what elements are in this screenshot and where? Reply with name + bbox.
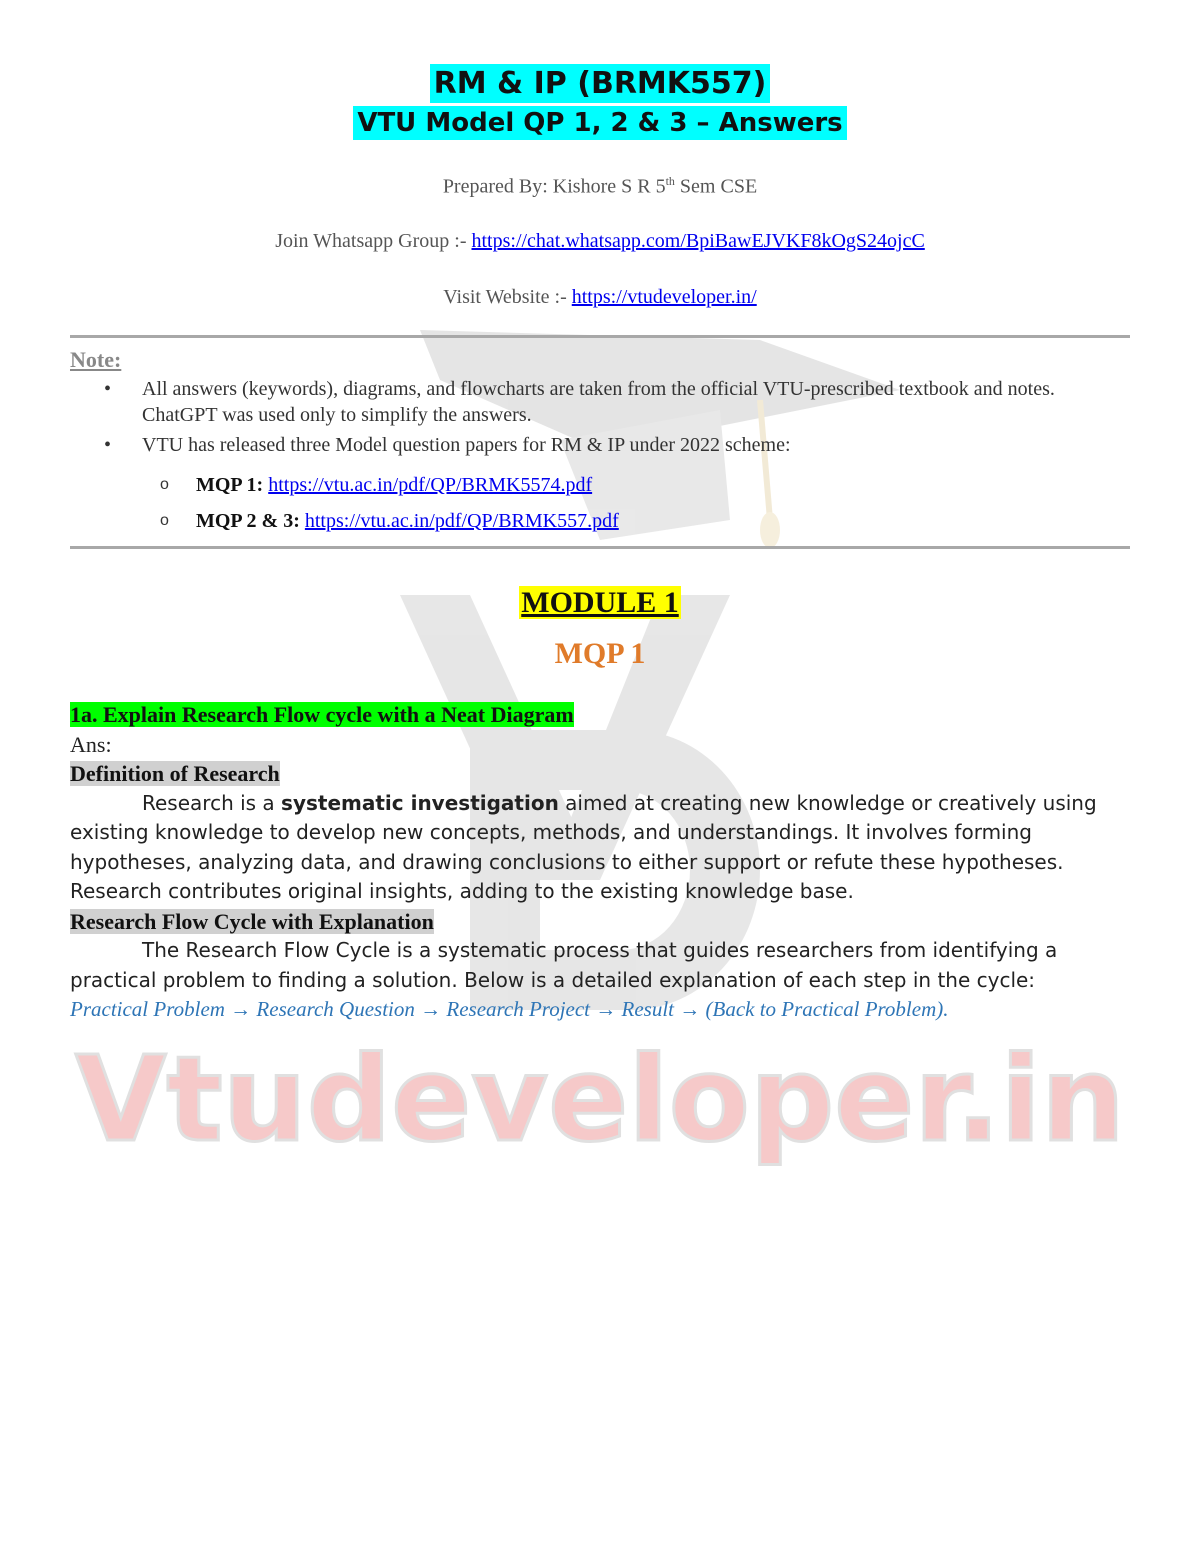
list-item: o MQP 2 & 3: https://vtu.ac.in/pdf/QP/BRMK557.pdf	[160, 510, 619, 532]
note-label: Note:	[70, 347, 122, 372]
answer-body	[70, 700, 1130, 1025]
circle-bullet-icon: o	[160, 512, 169, 529]
paragraph: Research is a systematic investigation aimed at creating new knowledge or creatively using existing knowledge to develop new concepts, methods, and understandings. It involves forming hypotheses, analyzing data, and drawing conclusions to either support or refute these hypotheses. Research contributes original insights, adding to the existing knowledge base.	[70, 790, 1097, 903]
website-link[interactable]: https://vtudeveloper.in/	[571, 286, 757, 308]
divider-bottom	[70, 546, 1130, 549]
list-item: o MQP 1: https://vtu.ac.in/pdf/QP/BRMK5574.pdf	[160, 474, 593, 496]
mqp23-link[interactable]: https://vtu.ac.in/pdf/QP/BRMK557.pdf	[304, 510, 619, 532]
section-heading: Definition of Research	[70, 761, 280, 786]
prepared-by: Prepared By: Kishore S R 5th Sem CSE	[442, 174, 758, 198]
question-heading: 1a. Explain Research Flow cycle with a Neat Diagram	[70, 702, 574, 727]
flow-line: Practical Problem → Research Question → Research Project → Result → (Back to Practical Problem).	[70, 997, 949, 1021]
circle-bullet-icon: o	[160, 476, 169, 493]
list-item: • All answers (keywords), diagrams, and flowcharts are taken from the official VTU-prescribed textbook and notes. ChatGPT was used only to simplify the answers.	[104, 378, 1055, 426]
paragraph: The Research Flow Cycle is a systematic process that guides researchers from identifying a practical problem to finding a solution. Below is a detailed explanation of each step in the cycle:	[70, 938, 1058, 992]
ans-label: Ans:	[70, 731, 112, 757]
whatsapp-link[interactable]: https://chat.whatsapp.com/BpiBawEJVKF8kOgS24ojcC	[471, 230, 925, 252]
section-heading: Research Flow Cycle with Explanation	[70, 908, 434, 934]
document-subtitle: VTU Model QP 1, 2 & 3 – Answers	[0, 108, 1200, 138]
bullet-icon: •	[104, 434, 112, 456]
document-title: RM & IP (BRMK557)	[0, 66, 1200, 101]
whatsapp-line: Join Whatsapp Group :- https://chat.whatsapp.com/BpiBawEJVKF8kOgS24ojcC	[275, 230, 925, 252]
mqp-heading: MQP 1	[554, 637, 646, 670]
module-heading: MODULE 1	[521, 586, 679, 619]
watermark-text: Vtudeveloper.in	[75, 1030, 1125, 1168]
note-list	[70, 376, 1130, 534]
website-line: Visit Website :- https://vtudeveloper.in/	[443, 286, 757, 308]
list-item: • VTU has released three Model question papers for RM & IP under 2022 scheme:	[104, 434, 791, 456]
mqp1-link[interactable]: https://vtu.ac.in/pdf/QP/BRMK5574.pdf	[268, 474, 593, 496]
divider-top	[70, 335, 1130, 338]
bullet-icon: •	[104, 378, 112, 400]
